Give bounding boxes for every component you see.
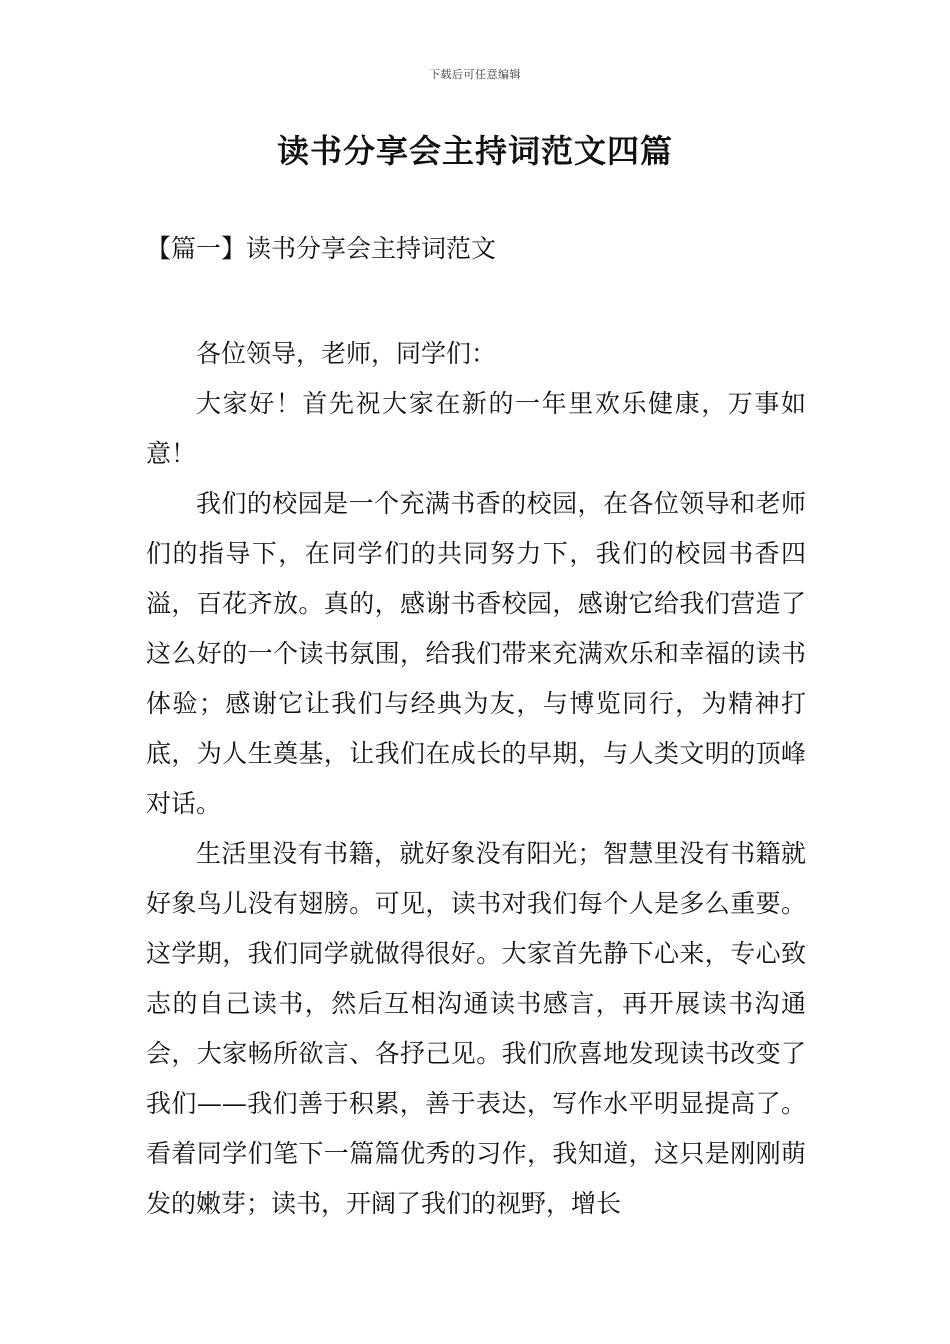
paragraph-books: 生活里没有书籍，就好象没有阳光；智慧里没有书籍就好象鸟儿没有翅膀。可见，读书对我们每个人是多么重要。这学期，我们同学就做得很好。大家首先静下心来，专心致志的自己读书，然后互相沟通读书感言，再开展读书沟通会，大家畅所欲言、各抒己见。我们欣喜地发现读书改变了我们——我们善于积累，善于表达，写作水平明显提高了。看着同学们笔下一篇篇优秀的习作，我知道，这只是刚刚萌发的嫩芽；读书，开阔了我们的视野，增长 xyxy=(146,839,806,1218)
paragraph-wishes: 大家好！首先祝大家在新的一年里欢乐健康，万事如意！ xyxy=(146,389,806,468)
paragraph-campus: 我们的校园是一个充满书香的校园，在各位领导和老师们的指导下，在同学们的共同努力下，我们的校园书香四溢，百花齐放。真的，感谢书香校园，感谢它给我们营造了这么好的一个读书氛围，给我们带来充满欢乐和幸福的读书体验；感谢它让我们与经典为友，与博览同行，为精神打底，为人生奠基，让我们在成长的早期，与人类文明的顶峰对话。 xyxy=(146,489,806,818)
header-note: 下载后可任意编辑 xyxy=(429,68,521,81)
document-title: 读书分享会主持词范文四篇 xyxy=(276,132,673,170)
document-body xyxy=(146,329,806,1229)
section-heading: 【篇一】读书分享会主持词范文 xyxy=(146,234,497,263)
paragraph-greeting: 各位领导，老师，同学们： xyxy=(196,339,497,368)
